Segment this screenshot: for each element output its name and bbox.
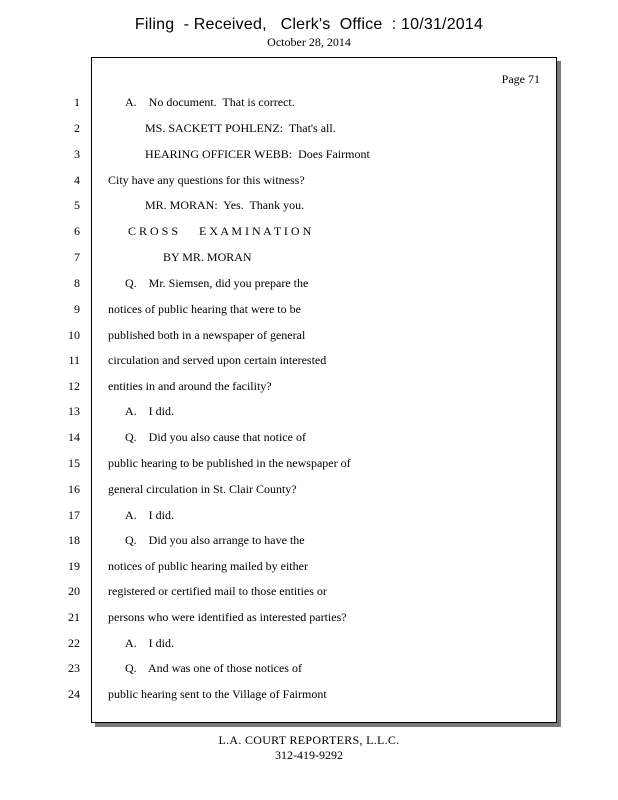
- filing-stamp: Filing - Received, Clerk's Office : 10/31/2014: [134, 16, 484, 33]
- line-text: Q. Mr. Siemsen, did you prepare the: [125, 276, 309, 290]
- transcript-line: [0, 352, 618, 368]
- transcript-line: [0, 94, 618, 110]
- transcript-line: [0, 301, 618, 317]
- line-number: 7: [74, 250, 80, 264]
- line-text: MS. SACKETT POHLENZ: That's all.: [145, 121, 336, 135]
- line-number: 10: [68, 328, 80, 342]
- line-text: entities in and around the facility?: [108, 379, 272, 393]
- transcript-line: [0, 481, 618, 497]
- line-number: 14: [68, 430, 80, 444]
- line-number: 3: [74, 147, 80, 161]
- transcript-line: [0, 249, 618, 265]
- line-number: 11: [68, 353, 80, 367]
- transcript-line: [0, 120, 618, 136]
- transcript-line: [0, 197, 618, 213]
- transcript-line: [0, 146, 618, 162]
- line-number: 9: [74, 302, 80, 316]
- line-text: public hearing sent to the Village of Fairmont: [108, 687, 327, 701]
- transcript-line: [0, 583, 618, 599]
- line-number: 2: [74, 121, 80, 135]
- line-number: 1: [74, 95, 80, 109]
- line-text: registered or certified mail to those entities or: [108, 584, 327, 598]
- line-text: persons who were identified as interested parties?: [108, 610, 347, 624]
- transcript-line: [0, 327, 618, 343]
- line-number: 13: [68, 404, 80, 418]
- transcript-line: [0, 660, 618, 676]
- transcript-line: [0, 532, 618, 548]
- line-text: published both in a newspaper of general: [108, 328, 306, 342]
- line-text: C R O S S E X A M I N A T I O N: [128, 224, 312, 238]
- line-number: 23: [68, 661, 80, 675]
- line-text: A. I did.: [125, 636, 174, 650]
- line-number: 18: [68, 533, 80, 547]
- line-text: HEARING OFFICER WEBB: Does Fairmont: [145, 147, 370, 161]
- transcript-date: October 28, 2014: [267, 35, 351, 49]
- line-number: 17: [68, 508, 80, 522]
- transcript-line: [0, 429, 618, 445]
- line-text: BY MR. MORAN: [163, 250, 252, 264]
- line-text: Q. Did you also cause that notice of: [125, 430, 306, 444]
- page-number: Page 71: [501, 72, 540, 86]
- line-number: 15: [68, 456, 80, 470]
- line-number: 8: [74, 276, 80, 290]
- transcript-line: [0, 609, 618, 625]
- line-text: public hearing to be published in the newspaper of: [108, 456, 351, 470]
- reporter-company: L.A. COURT REPORTERS, L.L.C.: [218, 733, 400, 747]
- line-number: 4: [74, 173, 80, 187]
- transcript-line: [0, 223, 618, 239]
- line-text: Q. And was one of those notices of: [125, 661, 302, 675]
- line-number: 21: [68, 610, 80, 624]
- line-number: 22: [68, 636, 80, 650]
- line-text: notices of public hearing that were to be: [108, 302, 301, 316]
- line-text: A. I did.: [125, 508, 174, 522]
- line-number: 12: [68, 379, 80, 393]
- transcript-line: [0, 507, 618, 523]
- line-text: A. No document. That is correct.: [125, 95, 295, 109]
- transcript-line: [0, 275, 618, 291]
- line-number: 24: [68, 687, 80, 701]
- line-number: 20: [68, 584, 80, 598]
- line-text: Q. Did you also arrange to have the: [125, 533, 305, 547]
- transcript-line: [0, 558, 618, 574]
- line-text: City have any questions for this witness?: [108, 173, 305, 187]
- transcript-line: [0, 686, 618, 702]
- transcript-line: [0, 172, 618, 188]
- line-number: 19: [68, 559, 80, 573]
- line-number: 6: [74, 224, 80, 238]
- line-number: 5: [74, 198, 80, 212]
- transcript-line: [0, 455, 618, 471]
- reporter-phone: 312-419-9292: [275, 748, 343, 762]
- transcript-line: [0, 403, 618, 419]
- line-text: general circulation in St. Clair County?: [108, 482, 297, 496]
- line-text: A. I did.: [125, 404, 174, 418]
- transcript-line: [0, 635, 618, 651]
- transcript-line: [0, 378, 618, 394]
- line-number: 16: [68, 482, 80, 496]
- line-text: MR. MORAN: Yes. Thank you.: [145, 198, 305, 212]
- line-text: notices of public hearing mailed by either: [108, 559, 308, 573]
- line-text: circulation and served upon certain interested: [108, 353, 327, 367]
